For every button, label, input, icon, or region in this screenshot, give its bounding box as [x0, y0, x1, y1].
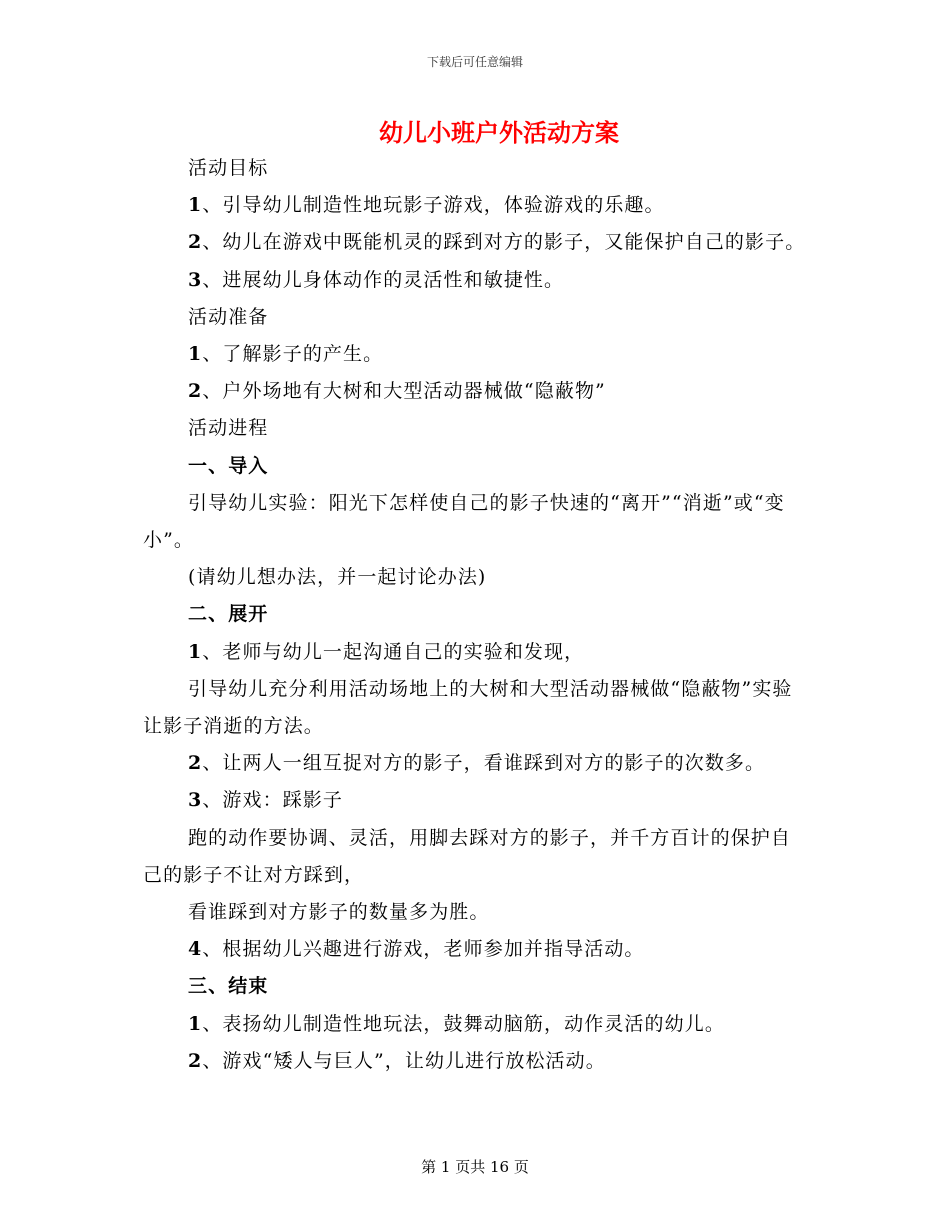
paragraph-develop-2: 2、让两人一组互捉对方的影子，看谁踩到对方的影子的次数多。 — [188, 752, 766, 775]
document-title: 幼儿小班户外活动方案 — [379, 118, 619, 147]
section-heading-develop: 二、展开 — [188, 603, 269, 626]
paragraph-game-rules: 跑的动作要协调、灵活，用脚去踩对方的影子，并千方百计的保护自己的影子不让对方踩到， — [143, 826, 792, 886]
document-body — [143, 150, 811, 1080]
paragraph-preparation-2: 2、户外场地有大树和大型活动器械做“隐蔽物” — [188, 380, 606, 403]
paragraph-end-1: 1、表扬幼儿制造性地玩法，鼓舞动脑筋，动作灵活的幼儿。 — [188, 1012, 725, 1035]
paragraph-objectives-label: 活动目标 — [188, 157, 269, 179]
paragraph-develop-guide: 引导幼儿充分利用活动场地上的大树和大型活动器械做“隐蔽物”实验让影子消逝的方法。 — [143, 677, 793, 738]
paragraph-objective-1: 1、引导幼儿制造性地玩影子游戏，体验游戏的乐趣。 — [188, 194, 665, 217]
paragraph-process-label: 活动进程 — [188, 417, 269, 440]
paragraph-preparation-1: 1、了解影子的产生。 — [188, 343, 384, 366]
section-heading-end: 三、结束 — [188, 975, 269, 998]
page-number: 第 1 页共 16 页 — [421, 1158, 529, 1176]
paragraph-objective-3: 3、进展幼儿身体动作的灵活性和敏捷性。 — [188, 268, 565, 291]
paragraph-develop-3: 3、游戏：踩影子 — [188, 789, 344, 812]
paragraph-preparation-label: 活动准备 — [188, 305, 269, 328]
page-header-note: 下载后可任意编辑 — [426, 55, 523, 69]
paragraph-intro-discussion: (请幼儿想办法，并一起讨论办法) — [188, 566, 487, 589]
section-heading-intro: 一、导入 — [188, 454, 269, 477]
paragraph-game-winner: 看谁踩到对方影子的数量多为胜。 — [188, 901, 490, 924]
paragraph-intro-experiment: 引导幼儿实验：阳光下怎样使自己的影子快速的“离开”“消逝”或“变小”。 — [143, 491, 785, 552]
paragraph-develop-4: 4、根据幼儿兴趣进行游戏，老师参加并指导活动。 — [188, 938, 645, 961]
paragraph-objective-2: 2、幼儿在游戏中既能机灵的踩到对方的影子，又能保护自己的影子。 — [188, 231, 806, 254]
paragraph-develop-1: 1、老师与幼儿一起沟通自己的实验和发现， — [188, 640, 585, 663]
paragraph-end-2: 2、游戏“矮人与巨人”，让幼儿进行放松活动。 — [188, 1049, 606, 1072]
